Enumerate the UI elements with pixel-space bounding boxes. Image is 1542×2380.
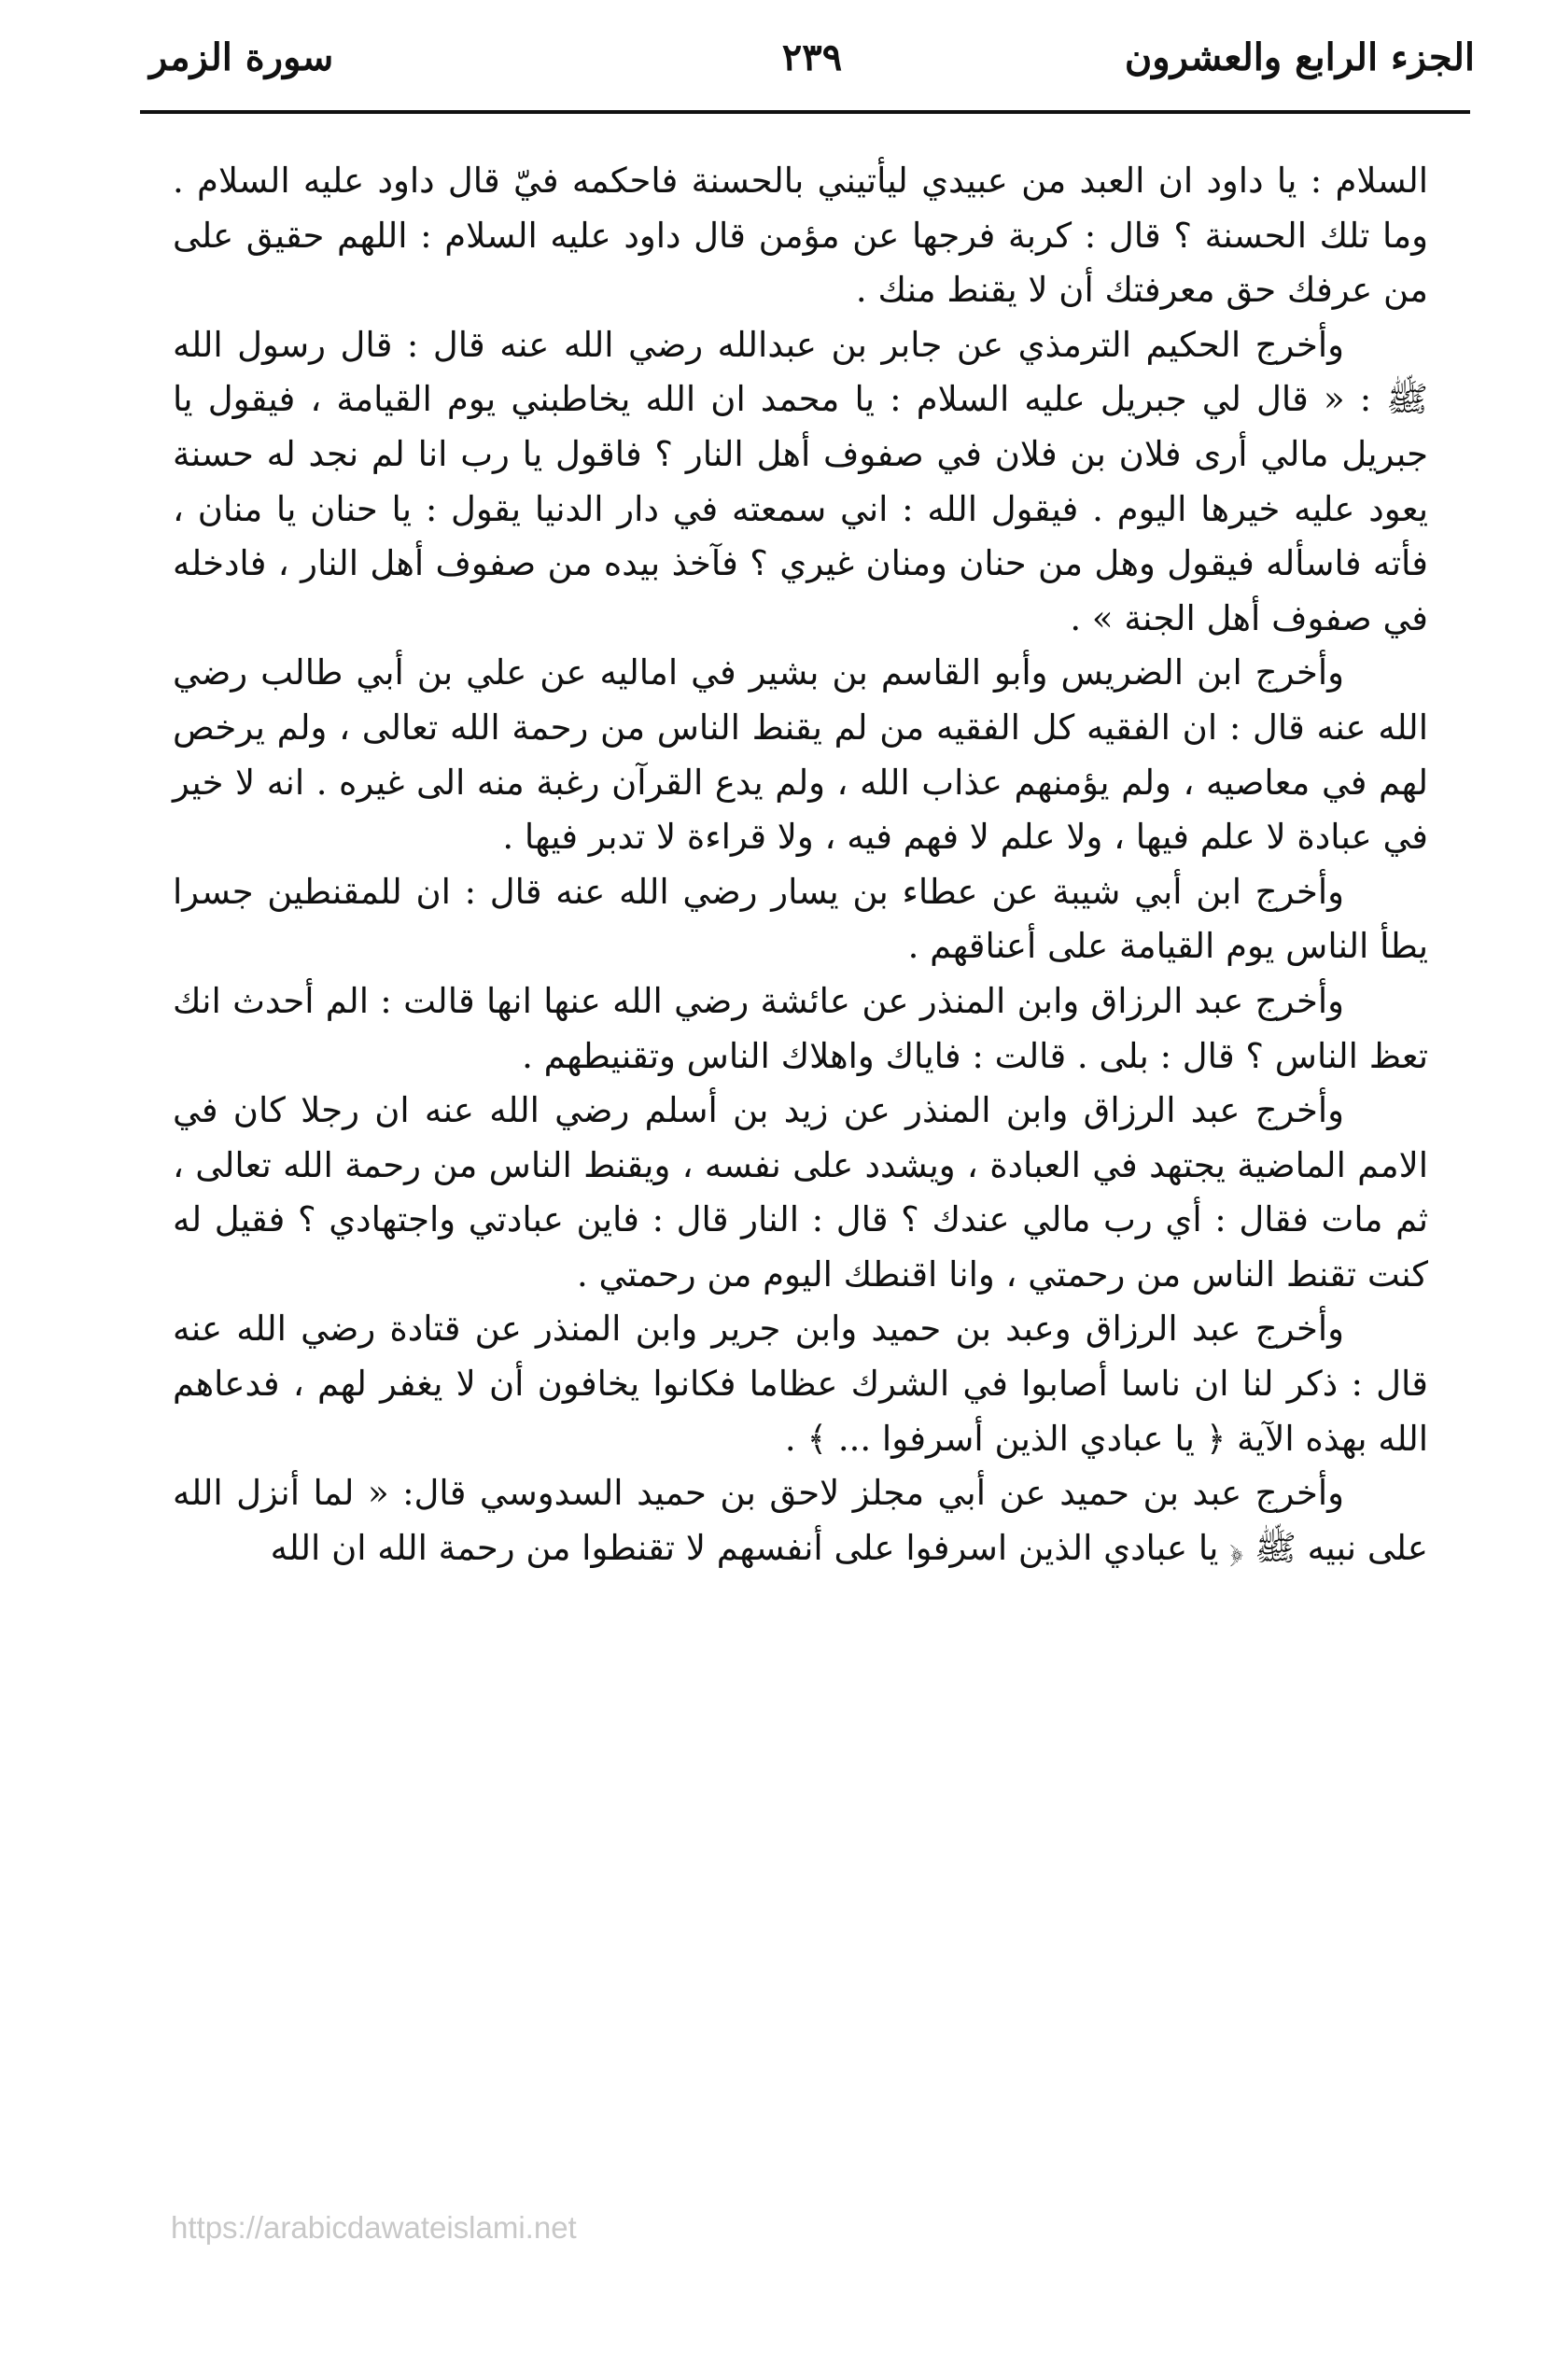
surah-title: سورة الزمر xyxy=(149,35,334,79)
paragraph: السلام : يا داود ان العبد من عبيدي ليأتيني بالحسنة فاحكمه فيّ قال داود عليه السلام . وما تلك الحسنة ؟ قال : كربة فرجها عن مؤمن قال داود عليه السلام : اللهم حقيق على من عرفك حق معرفتك أن لا يقنط منك . xyxy=(173,161,1428,311)
page-body xyxy=(173,154,1428,1575)
paragraph: وأخرج عبد الرزاق وعبد بن حميد وابن جرير وابن المنذر عن قتادة رضي الله عنه قال : ذكر لنا ان ناسا أصابوا في الشرك عظاما فكانوا يخافون أن لا يغفر لهم ، فدعاهم الله بهذه الآية ﴿ يا عبادي الذين أسرفوا ... ﴾ . xyxy=(173,1309,1428,1459)
header-rule xyxy=(140,110,1470,114)
watermark-url: https://arabicdawateislami.net xyxy=(171,2210,577,2245)
running-header xyxy=(149,28,1475,103)
part-title: الجزء الرابع والعشرون xyxy=(1124,35,1475,79)
paragraph: وأخرج عبد بن حميد عن أبي مجلز لاحق بن حميد السدوسي قال: « لما أنزل الله على نبيه ﷺ ﴿ يا عبادي الذين اسرفوا على أنفسهم لا تقنطوا من رحمة الله ان الله xyxy=(173,1473,1428,1568)
paragraph: وأخرج عبد الرزاق وابن المنذر عن عائشة رضي الله عنها انها قالت : الم أحدث انك تعظ الناس ؟ قال : بلى . قالت : فاياك واهلاك الناس وتقنيطهم . xyxy=(173,980,1428,1076)
paragraph: وأخرج ابن الضريس وأبو القاسم بن بشير في اماليه عن علي بن أبي طالب رضي الله عنه قال : ان الفقيه كل الفقيه من لم يقنط الناس من رحمة الله تعالى ، ولم يرخص لهم في معاصيه ، ولم يؤمنهم عذاب الله ، ولم يدع القرآن رغبة منه الى غيره . انه لا خير في عبادة لا علم فيها ، ولا علم لا فهم فيه ، ولا قراءة لا تدبر فيها . xyxy=(173,652,1428,858)
paragraph: وأخرج عبد الرزاق وابن المنذر عن زيد بن أسلم رضي الله عنه ان رجلا كان في الامم الماضية يجتهد في العبادة ، ويشدد على نفسه ، ويقنط الناس من رحمة الله تعالى ، ثم مات فقال : أي رب مالي عندك ؟ قال : النار قال : فاين عبادتي واجتهادي ؟ فقيل له كنت تقنط الناس من رحمتي ، وانا اقنطك اليوم من رحمتي . xyxy=(173,1090,1428,1295)
paragraph: وأخرج الحكيم الترمذي عن جابر بن عبدالله رضي الله عنه قال : قال رسول الله ﷺ : « قال لي جبريل عليه السلام : يا محمد ان الله يخاطبني يوم القيامة ، فيقول يا جبريل مالي أرى فلان بن فلان في صفوف أهل النار ؟ فاقول يا رب انا لم نجد له حسنة يعود عليه خيرها اليوم . فيقول الله : اني سمعته في دار الدنيا يقول : يا حنان يا منان ، فأته فاسأله فيقول وهل من حنان ومنان غيري ؟ فآخذ بيده من صفوف أهل النار ، فادخله في صفوف أهل الجنة » . xyxy=(173,324,1428,638)
page-number: ٢٣٩ xyxy=(781,35,843,79)
paragraph: وأخرج ابن أبي شيبة عن عطاء بن يسار رضي الله عنه قال : ان للمقنطين جسرا يطأ الناس يوم القيامة على أعناقهم . xyxy=(173,871,1428,967)
